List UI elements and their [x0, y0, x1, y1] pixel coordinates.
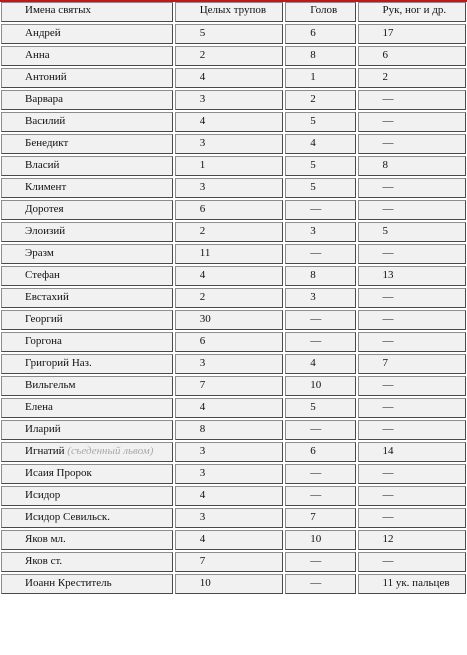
cell-saint-name — [1, 134, 173, 154]
cell-saint-name — [1, 420, 173, 440]
cell-saint-name — [1, 46, 173, 66]
cell-whole-bodies: 3 — [175, 354, 283, 374]
cell-heads: 5 — [285, 398, 355, 418]
cell-whole-bodies: 4 — [175, 486, 283, 506]
cell-whole-bodies: 2 — [175, 46, 283, 66]
cell-saint-name — [1, 156, 173, 176]
cell-heads: 7 — [285, 508, 355, 528]
cell-whole-bodies: 2 — [175, 288, 283, 308]
cell-limbs: — — [358, 398, 467, 418]
cell-saint-name — [1, 288, 173, 308]
cell-whole-bodies: 1 — [175, 156, 283, 176]
cell-saint-name — [1, 222, 173, 242]
saint-name: Яков мл. — [25, 533, 66, 545]
saint-name: Варвара — [25, 93, 64, 105]
cell-limbs: — — [358, 200, 467, 220]
cell-heads: 10 — [285, 530, 355, 550]
cell-whole-bodies: 7 — [175, 376, 283, 396]
header-saint-names: Имена святых — [1, 2, 173, 22]
cell-limbs: 7 — [358, 354, 467, 374]
cell-heads: 4 — [285, 354, 355, 374]
cell-heads: 4 — [285, 134, 355, 154]
cell-limbs: — — [358, 420, 467, 440]
cell-heads: — — [285, 574, 355, 594]
cell-limbs: — — [358, 178, 467, 198]
table-row — [1, 574, 466, 594]
cell-limbs: 14 — [358, 442, 467, 462]
saint-name: Исидор Севильск. — [25, 511, 110, 523]
saint-name: Исидор — [25, 489, 61, 501]
saint-name: Элоизий — [25, 225, 66, 237]
cell-heads: 5 — [285, 112, 355, 132]
cell-limbs: — — [358, 90, 467, 110]
saint-name: Евстахий — [25, 291, 69, 303]
cell-limbs: — — [358, 112, 467, 132]
table-row — [1, 266, 466, 286]
saint-name: Эразм — [25, 247, 54, 259]
table-row — [1, 68, 466, 88]
saint-name: Горгона — [25, 335, 62, 347]
cell-limbs: — — [358, 464, 467, 484]
saint-name: Исаия Пророк — [25, 467, 92, 479]
table-row — [1, 530, 466, 550]
cell-limbs: 11 ук. пальцев — [358, 574, 467, 594]
cell-heads: — — [285, 244, 355, 264]
cell-limbs: — — [358, 332, 467, 352]
cell-whole-bodies: 3 — [175, 464, 283, 484]
cell-whole-bodies: 6 — [175, 332, 283, 352]
table-row — [1, 24, 466, 44]
cell-limbs: 5 — [358, 222, 467, 242]
cell-whole-bodies: 3 — [175, 178, 283, 198]
cell-saint-name — [1, 354, 173, 374]
cell-saint-name — [1, 376, 173, 396]
cell-whole-bodies: 5 — [175, 24, 283, 44]
cell-whole-bodies: 3 — [175, 90, 283, 110]
table-row — [1, 178, 466, 198]
cell-whole-bodies: 8 — [175, 420, 283, 440]
cell-whole-bodies: 10 — [175, 574, 283, 594]
cell-saint-name — [1, 442, 173, 462]
cell-heads: — — [285, 464, 355, 484]
table-row — [1, 398, 466, 418]
table-row — [1, 134, 466, 154]
cell-whole-bodies: 3 — [175, 508, 283, 528]
table-row — [1, 442, 466, 462]
table-row — [1, 112, 466, 132]
cell-heads: 3 — [285, 288, 355, 308]
cell-limbs: — — [358, 244, 467, 264]
saint-name: Бенедикт — [25, 137, 69, 149]
saint-name: Иларий — [25, 423, 61, 435]
header-limbs: Рук, ног и др. — [358, 2, 467, 22]
saint-name: Иоанн Креститель — [25, 577, 112, 589]
cell-saint-name — [1, 200, 173, 220]
saint-name: Стефан — [25, 269, 60, 281]
table-row — [1, 486, 466, 506]
cell-heads: 5 — [285, 156, 355, 176]
saint-name: Григорий Наз. — [25, 357, 92, 369]
cell-limbs: 17 — [358, 24, 467, 44]
cell-saint-name — [1, 266, 173, 286]
saint-name: Анна — [25, 49, 50, 61]
saint-note: (съеденный львом) — [67, 445, 154, 457]
table-row — [1, 222, 466, 242]
table-row — [1, 288, 466, 308]
cell-heads: 6 — [285, 24, 355, 44]
cell-heads: — — [285, 200, 355, 220]
saint-name: Георгий — [25, 313, 63, 325]
table-row — [1, 156, 466, 176]
cell-saint-name — [1, 310, 173, 330]
cell-saint-name — [1, 464, 173, 484]
saint-name: Яков ст. — [25, 555, 63, 567]
saint-name: Власий — [25, 159, 60, 171]
cell-saint-name — [1, 508, 173, 528]
table-header-row — [1, 2, 466, 22]
cell-heads: — — [285, 486, 355, 506]
table-row — [1, 464, 466, 484]
cell-saint-name — [1, 244, 173, 264]
cell-limbs: 6 — [358, 46, 467, 66]
saint-name: Елена — [25, 401, 53, 413]
table-body — [1, 24, 466, 594]
saint-name: Василий — [25, 115, 66, 127]
saint-name: Игнатий — [25, 445, 65, 457]
saint-name: Антоний — [25, 71, 67, 83]
cell-limbs: 13 — [358, 266, 467, 286]
cell-saint-name — [1, 530, 173, 550]
cell-limbs: — — [358, 552, 467, 572]
cell-limbs: — — [358, 486, 467, 506]
table-row — [1, 376, 466, 396]
table-row — [1, 420, 466, 440]
cell-saint-name — [1, 24, 173, 44]
cell-saint-name — [1, 486, 173, 506]
cell-heads: — — [285, 420, 355, 440]
cell-limbs: — — [358, 376, 467, 396]
table-row — [1, 90, 466, 110]
cell-limbs: — — [358, 134, 467, 154]
table-row — [1, 46, 466, 66]
table-row — [1, 508, 466, 528]
cell-whole-bodies: 4 — [175, 112, 283, 132]
cell-heads: 3 — [285, 222, 355, 242]
header-heads: Голов — [285, 2, 355, 22]
cell-limbs: 8 — [358, 156, 467, 176]
cell-heads: 5 — [285, 178, 355, 198]
cell-saint-name — [1, 90, 173, 110]
cell-whole-bodies: 4 — [175, 398, 283, 418]
cell-heads: — — [285, 552, 355, 572]
cell-saint-name — [1, 68, 173, 88]
saint-name: Андрей — [25, 27, 61, 39]
cell-whole-bodies: 2 — [175, 222, 283, 242]
saint-name: Доротея — [25, 203, 64, 215]
cell-whole-bodies: 6 — [175, 200, 283, 220]
table-row — [1, 332, 466, 352]
cell-limbs: 12 — [358, 530, 467, 550]
cell-whole-bodies: 3 — [175, 134, 283, 154]
cell-heads: 8 — [285, 46, 355, 66]
cell-limbs: — — [358, 288, 467, 308]
cell-heads: — — [285, 310, 355, 330]
cell-heads: — — [285, 332, 355, 352]
table-row — [1, 200, 466, 220]
cell-saint-name — [1, 332, 173, 352]
cell-whole-bodies: 11 — [175, 244, 283, 264]
cell-limbs: — — [358, 310, 467, 330]
cell-saint-name — [1, 398, 173, 418]
cell-heads: 8 — [285, 266, 355, 286]
cell-whole-bodies: 3 — [175, 442, 283, 462]
cell-heads: 2 — [285, 90, 355, 110]
cell-heads: 6 — [285, 442, 355, 462]
cell-heads: 10 — [285, 376, 355, 396]
cell-saint-name — [1, 178, 173, 198]
cell-whole-bodies: 30 — [175, 310, 283, 330]
cell-limbs: — — [358, 508, 467, 528]
table-row — [1, 310, 466, 330]
table-row — [1, 244, 466, 264]
table-row — [1, 552, 466, 572]
cell-whole-bodies: 7 — [175, 552, 283, 572]
cell-whole-bodies: 4 — [175, 68, 283, 88]
cell-saint-name — [1, 552, 173, 572]
header-whole-bodies: Целых трупов — [175, 2, 283, 22]
cell-whole-bodies: 4 — [175, 530, 283, 550]
cell-whole-bodies: 4 — [175, 266, 283, 286]
cell-heads: 1 — [285, 68, 355, 88]
saint-name: Вильгельм — [25, 379, 76, 391]
cell-saint-name — [1, 574, 173, 594]
saint-name: Климент — [25, 181, 67, 193]
cell-saint-name — [1, 112, 173, 132]
cell-limbs: 2 — [358, 68, 467, 88]
table-row — [1, 354, 466, 374]
